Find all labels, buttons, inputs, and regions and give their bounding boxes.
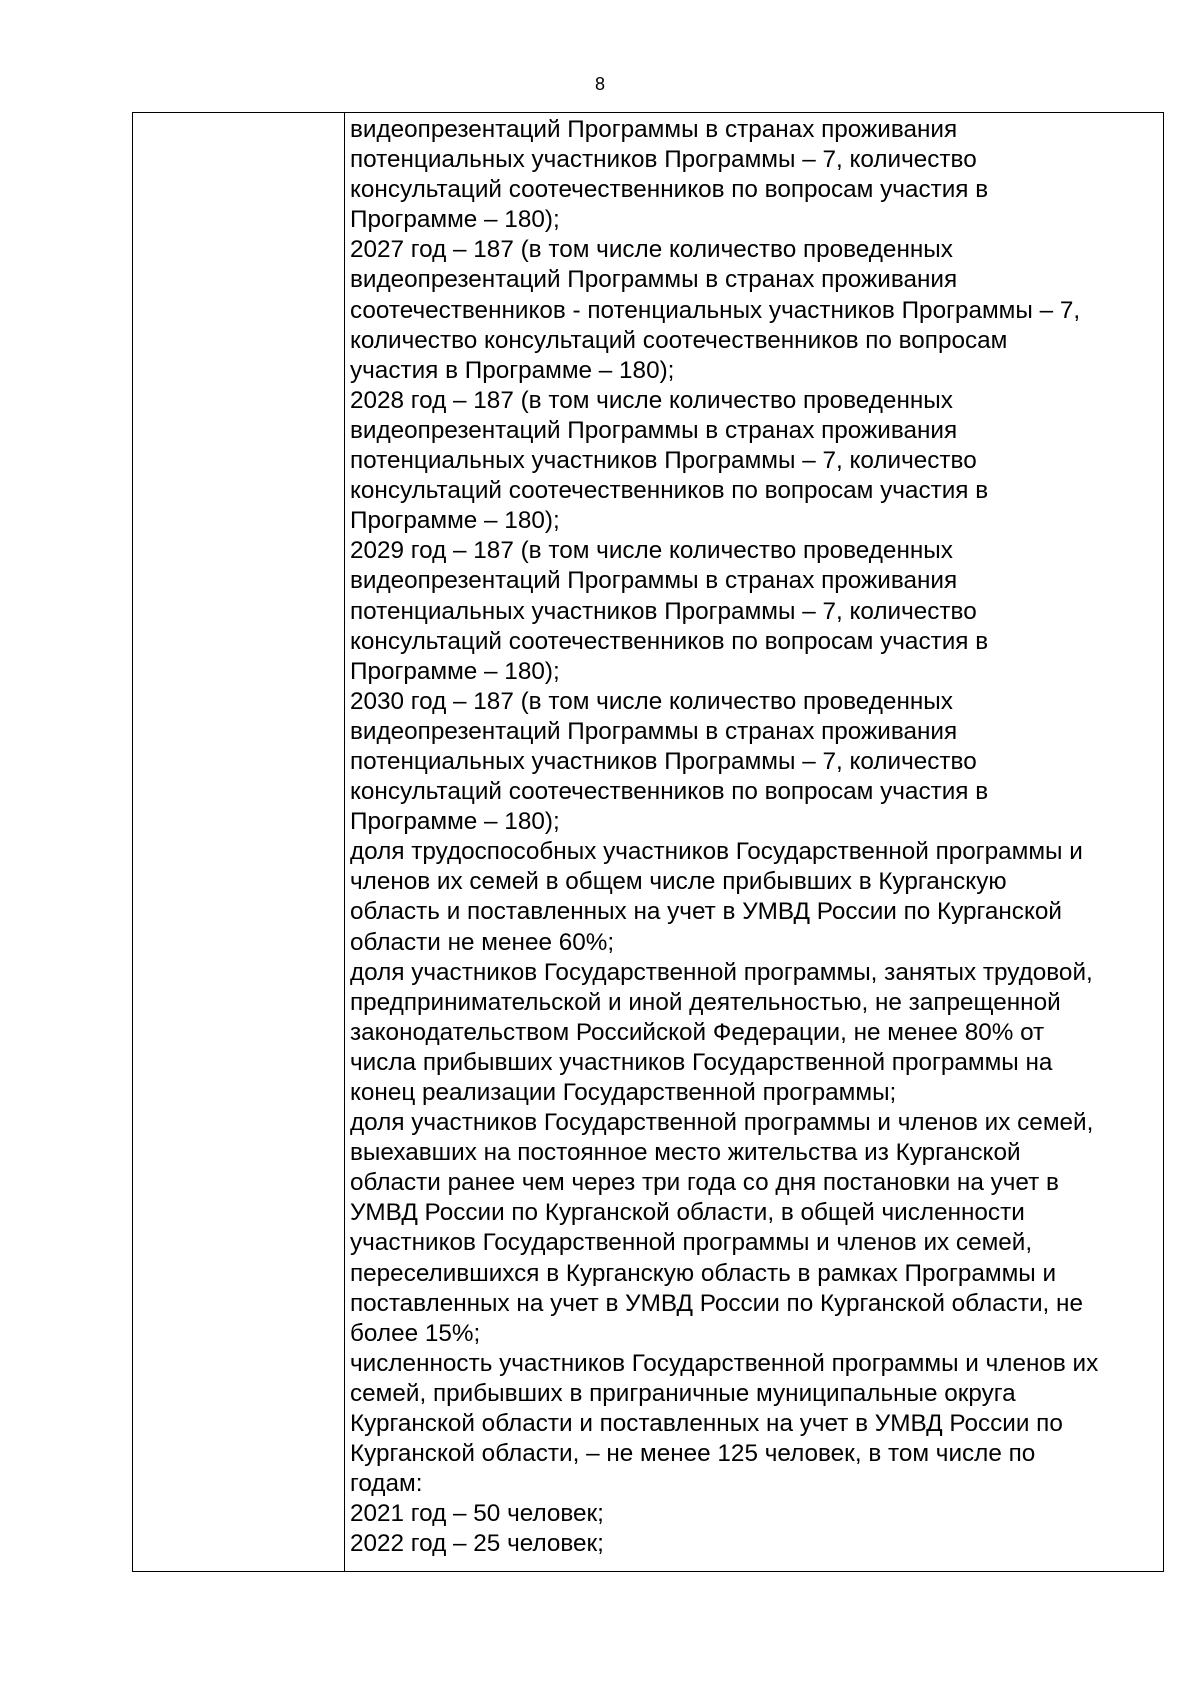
paragraph: доля участников Государственной программы, занятых трудовой, предпринимательской и иной деятельностью, не запрещенной законодательством Российской Федерации, не менее 80% от числа прибывших участников Государственной программы на конец реализации Государственной программы; <box>350 958 1093 1106</box>
paragraph: доля трудоспособных участников Государственной программы и членов их семей в общем числе прибывших в Курганскую область и поставленных на учет в УМВД России по Курганской области не менее 60%; <box>350 838 1083 956</box>
page-number: 8 <box>594 74 605 94</box>
paragraph: 2030 год – 187 (в том числе количество проведенных видеопрезентаций Программы в странах проживания потенциальных участников Программы – 7, количество консультаций соотечественников по вопросам участия в Программе – 180); <box>350 687 989 836</box>
paragraph: 2022 год – 25 человек; <box>350 1530 604 1558</box>
table-left-cell <box>133 113 345 1571</box>
table-right-cell <box>345 113 1163 1571</box>
paragraph: 2029 год – 187 (в том числе количество проведенных видеопрезентаций Программы в странах проживания потенциальных участников Программы – 7, количество консультаций соотечественников по вопросам участия в Программе – 180); <box>350 537 989 685</box>
paragraph: доля участников Государственной программы и членов их семей, выехавших на постоянное место жительства из Курганской области ранее чем через три года со дня постановки на учет в УМВД России по Курганской области, в общей численности участников Государственной программы и членов их семей, переселившихся в Курганскую область в рамках Программы и поставленных на учет в УМВД России по Курганской области, не более 15%; <box>350 1109 1094 1347</box>
paragraph: 2021 год – 50 человек; <box>350 1500 604 1528</box>
paragraph: численность участников Государственной программы и членов их семей, прибывших в приграничные муниципальные округа Курганской области и поставленных на учет в УМВД России по Курганской области, – не менее 125 человек, в том числе по годам: <box>350 1349 1099 1498</box>
paragraph: видеопрезентаций Программы в странах проживания потенциальных участников Программы – 7, количество консультаций соотечественников по вопросам участия в Программе – 180); <box>350 116 989 234</box>
paragraph: 2027 год – 187 (в том числе количество проведенных видеопрезентаций Программы в странах проживания соотечественников - потенциальных участников Программы – 7, количество консультаций соотечественников по вопросам участия в Программе – 180); <box>350 236 1081 384</box>
document-table <box>132 112 1164 1572</box>
paragraph: 2028 год – 187 (в том числе количество проведенных видеопрезентаций Программы в странах проживания потенциальных участников Программы – 7, количество консультаций соотечественников по вопросам участия в Программе – 180); <box>350 386 989 535</box>
